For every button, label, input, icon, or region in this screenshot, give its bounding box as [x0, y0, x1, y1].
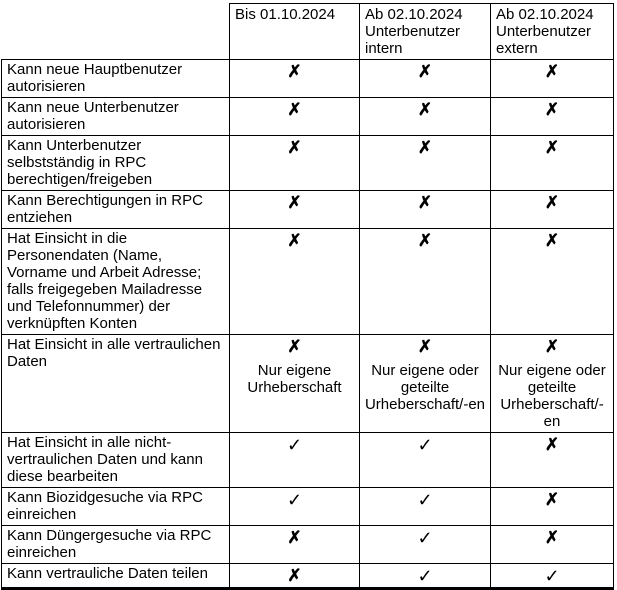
- cross-icon: ✗: [287, 566, 302, 585]
- cross-icon: ✗: [287, 100, 302, 119]
- mark-cell: [491, 526, 614, 564]
- table-row: [2, 191, 614, 229]
- table-row: [2, 335, 614, 433]
- cross-icon: ✗: [287, 528, 302, 547]
- cross-icon: ✗: [417, 138, 433, 157]
- mark-cell: [360, 433, 491, 488]
- column-header-unterbenutzer-extern: Ab 02.10.2024 Unterbenutzer extern: [491, 4, 614, 60]
- mark-cell: [491, 433, 614, 488]
- mark-cell: [230, 98, 360, 136]
- row-label: Hat Einsicht in alle nicht-vertraulichen Daten und kann diese bearbeiten: [2, 433, 230, 488]
- check-icon: ✓: [417, 435, 433, 455]
- row-label: Hat Einsicht in die Personendaten (Name, Vorname und Arbeit Adresse; falls freigegeben Mailadresse und Telefonnummer) der verknüpften Konten: [2, 229, 230, 335]
- mark-cell: [230, 335, 360, 433]
- cross-icon: ✗: [544, 528, 560, 547]
- mark-cell: [491, 335, 614, 433]
- table-row: [2, 98, 614, 136]
- mark-cell: [360, 526, 491, 564]
- table-row: [2, 564, 614, 589]
- column-header-bis-01-10-2024: Bis 01.10.2024: [230, 4, 360, 60]
- mark-cell: [230, 526, 360, 564]
- cross-icon: ✗: [287, 62, 302, 81]
- cross-icon: ✗: [417, 193, 433, 212]
- mark-cell: [360, 335, 491, 433]
- mark-cell: [360, 229, 491, 335]
- check-icon: ✓: [417, 528, 433, 548]
- mark-cell: [491, 229, 614, 335]
- mark-cell: [360, 191, 491, 229]
- table-row: [2, 526, 614, 564]
- row-label: Kann neue Hauptbenutzer autorisieren: [2, 60, 230, 98]
- check-icon: ✓: [417, 490, 433, 510]
- cross-icon: ✗: [544, 62, 560, 81]
- check-icon: ✓: [286, 490, 303, 510]
- mark-cell: [491, 60, 614, 98]
- check-icon: ✓: [544, 566, 560, 586]
- check-icon: ✓: [417, 566, 433, 586]
- mark-cell: [360, 488, 491, 526]
- cross-icon: ✗: [544, 193, 560, 212]
- mark-cell: [230, 433, 360, 488]
- cross-icon: ✗: [287, 337, 302, 356]
- mark-cell: [230, 564, 360, 589]
- mark-cell: [230, 229, 360, 335]
- header-row: [2, 4, 614, 60]
- mark-cell: [230, 60, 360, 98]
- table-row: [2, 433, 614, 488]
- cross-icon: ✗: [417, 62, 433, 81]
- column-header-unterbenutzer-intern: Ab 02.10.2024 Unterbenutzer intern: [360, 4, 491, 60]
- cross-icon: ✗: [544, 490, 560, 509]
- check-icon: ✓: [286, 435, 303, 455]
- cross-icon: ✗: [544, 100, 560, 119]
- table-row: [2, 229, 614, 335]
- row-label: Kann vertrauliche Daten teilen: [2, 564, 230, 589]
- mark-cell: [230, 191, 360, 229]
- cross-icon: ✗: [417, 337, 433, 356]
- row-label: Kann neue Unterbenutzer autorisieren: [2, 98, 230, 136]
- mark-cell: [360, 60, 491, 98]
- cross-icon: ✗: [287, 138, 302, 157]
- cross-icon: ✗: [287, 193, 302, 212]
- row-label: Kann Unterbenutzer selbstständig in RPC berechtigen/freigeben: [2, 136, 230, 191]
- mark-cell: [491, 488, 614, 526]
- corner-cell: [2, 4, 230, 60]
- mark-cell: [491, 98, 614, 136]
- table-row: [2, 136, 614, 191]
- row-label: Kann Biozidgesuche via RPC einreichen: [2, 488, 230, 526]
- cross-icon: ✗: [544, 435, 560, 454]
- mark-cell: [360, 98, 491, 136]
- cell-note: Nur eigene Urheberschaft: [247, 362, 342, 396]
- mark-cell: [491, 136, 614, 191]
- cross-icon: ✗: [417, 231, 433, 250]
- table-row: [2, 488, 614, 526]
- mark-cell: [360, 136, 491, 191]
- cross-icon: ✗: [417, 100, 433, 119]
- cell-note: Nur eigene oder geteilte Urheberschaft/-en: [498, 362, 606, 430]
- cross-icon: ✗: [544, 138, 560, 157]
- row-label: Kann Berechtigungen in RPC entziehen: [2, 191, 230, 229]
- cross-icon: ✗: [544, 231, 560, 250]
- mark-cell: [230, 136, 360, 191]
- cell-note: Nur eigene oder geteilte Urheberschaft/-en: [364, 362, 486, 413]
- cross-icon: ✗: [544, 337, 560, 356]
- row-label: Kann Düngergesuche via RPC einreichen: [2, 526, 230, 564]
- mark-cell: [360, 564, 491, 589]
- cross-icon: ✗: [287, 231, 302, 250]
- permissions-document-page: [0, 3, 617, 586]
- mark-cell: [230, 488, 360, 526]
- mark-cell: [491, 191, 614, 229]
- table-row: [2, 60, 614, 98]
- row-label: Hat Einsicht in alle vertraulichen Daten: [2, 335, 230, 433]
- permissions-table: [1, 3, 614, 590]
- mark-cell: [491, 564, 614, 589]
